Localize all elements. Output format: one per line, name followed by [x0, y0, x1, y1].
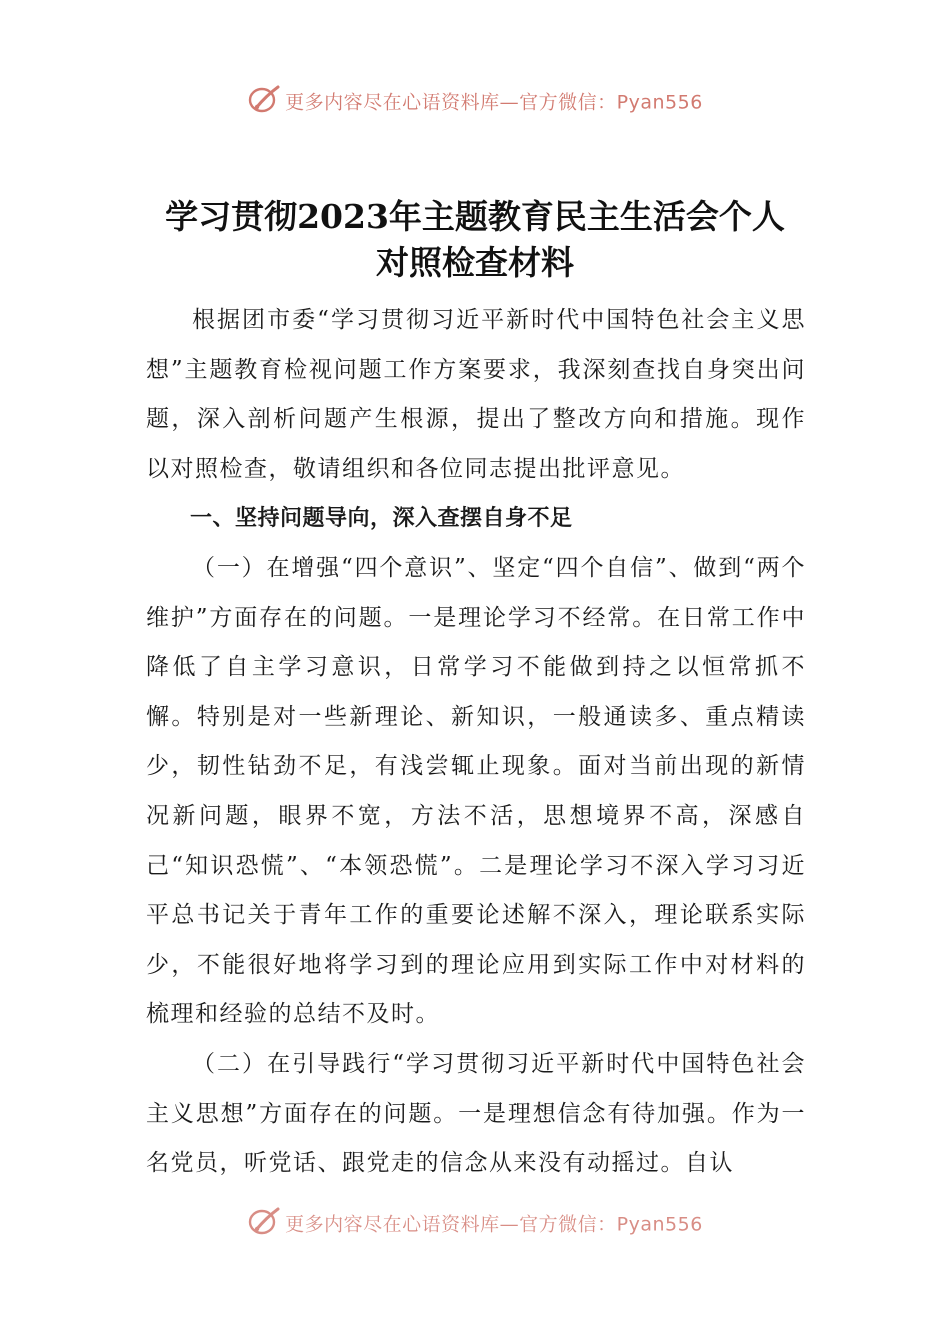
document-title [120, 194, 830, 286]
header-watermark [0, 86, 950, 121]
document-body [146, 296, 806, 1189]
watermark-wechat-id: Pyan556 [616, 1213, 703, 1236]
body-paragraph: （二）在引导践行“学习贯彻习近平新时代中国特色社会主义思想”方面存在的问题。一是理想信念有待加强。作为一名党员，听党话、跟党走的信念从来没有动摇过。自认 [146, 1050, 806, 1177]
title-line-2: 对照检查材料 [376, 243, 574, 282]
body-paragraph: （一）在增强“四个意识”、坚定“四个自信”、做到“两个维护”方面存在的问题。一是理论学习不经常。在日常工作中降低了自主学习意识，日常学习不能做到持之以恒常抓不懈。特别是对一些新理论、新知识，一般通读多、重点精读少，韧性钻劲不足，有浅尝辄止现象。面对当前出现的新情况新问题，眼界不宽，方法不活，思想境界不高，深感自己“知识恐慌”、“本领恐慌”。二是理论学习不深入学习习近平总书记关于青年工作的重要论述解不深入，理论联系实际少，不能很好地将学习到的理论应用到实际工作中对材料的梳理和经验的总结不及时。 [146, 554, 806, 1028]
watermark-wechat-id: Pyan556 [616, 91, 703, 114]
brush-logo-icon [247, 1206, 281, 1241]
watermark-text: 更多内容尽在心语资料库—官方微信： [285, 1213, 617, 1236]
section-heading: 一、坚持问题导向，深入查摆自身不足 [190, 506, 573, 532]
footer-watermark [0, 1208, 950, 1243]
brush-logo-icon [247, 84, 281, 119]
title-line-1: 学习贯彻2023年主题教育民主生活会个人 [165, 197, 785, 236]
watermark-text: 更多内容尽在心语资料库—官方微信： [285, 91, 617, 114]
intro-paragraph: 根据团市委“学习贯彻习近平新时代中国特色社会主义思想”主题教育检视问题工作方案要求，我深刻查找自身突出问题，深入剖析问题产生根源，提出了整改方向和措施。现作以对照检查，敬请组织和各位同志提出批评意见。 [146, 307, 806, 482]
